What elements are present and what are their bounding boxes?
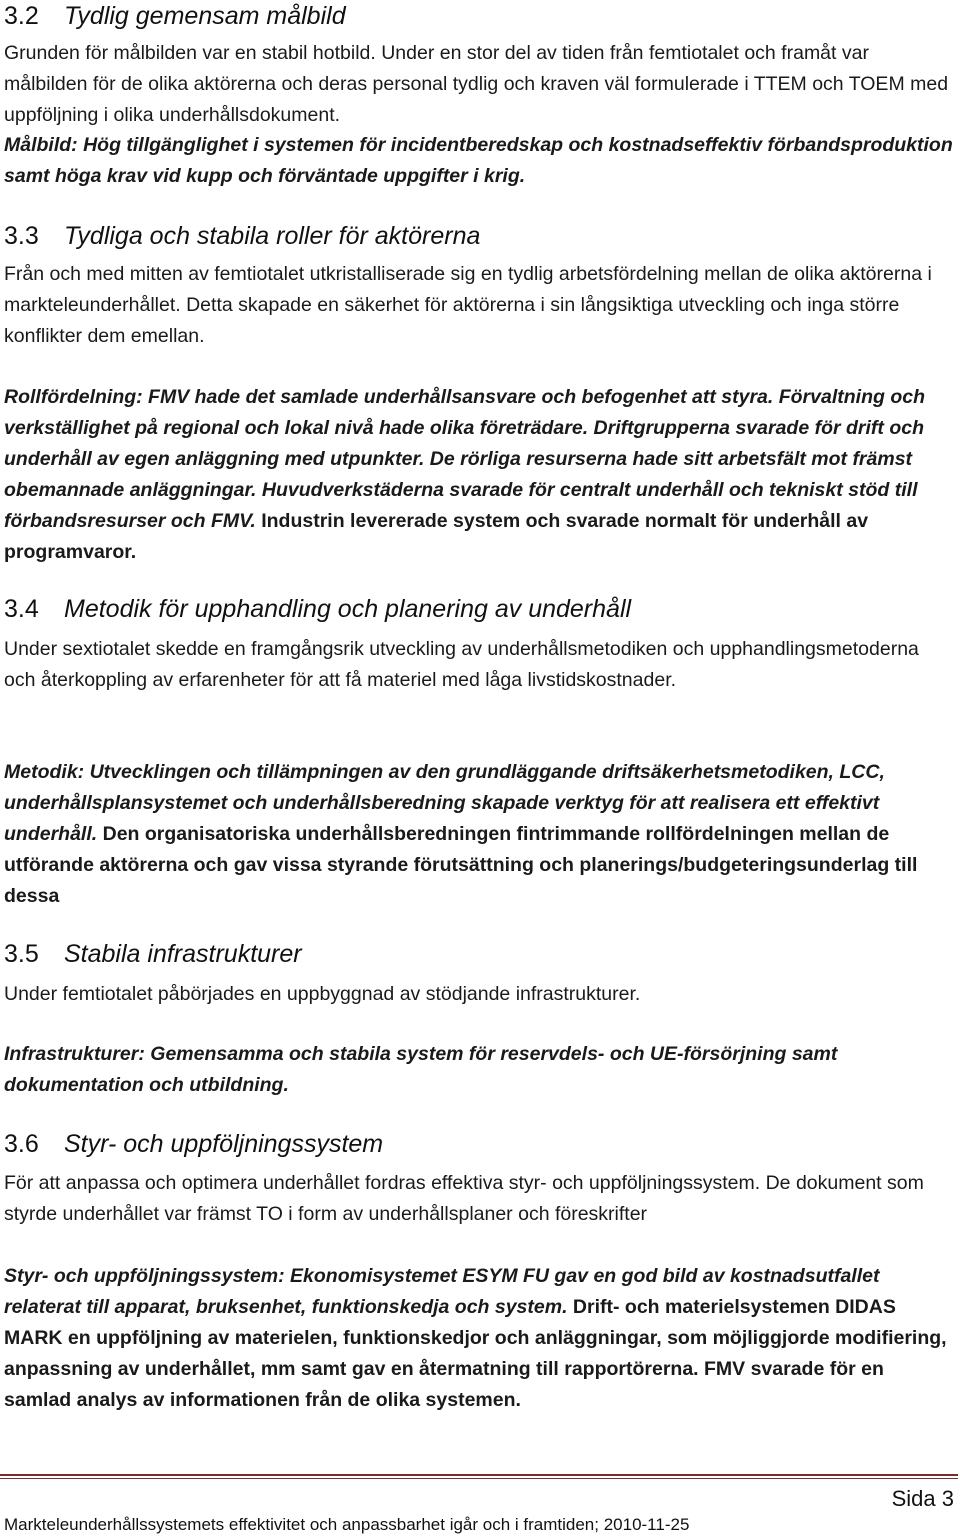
method-bold-text: Den organisatoriska underhållsberedningen fintrimmande rollfördelningen mellan de utförande aktörerna och gav vissa styrande förutsättning och planerings/budgeteringsunderlag till dessa	[4, 823, 918, 907]
paragraph-3-5-infra: Infrastrukturer: Gemensamma och stabila system för reservdels- och UE-försörjning samt dokumentation och utbildning.	[4, 1043, 838, 1096]
page-number: Sida 3	[891, 1486, 954, 1511]
roles-italic-text: Rollfördelning: FMV hade det samlade underhållsansvare och befogenhet att styra. Förvaltning och verkställighet på regional och lokal nivå hade olika företrädare. Driftgrupperna svarade för drift och underhåll av egen anläggning med utpunkter. De rörliga resurserna hade sitt arbetsfält mot främst obemannade anläggningar. Huvudverkstäderna svarade för centralt underhåll och tekniskt stöd till förbandsresurser och FMV.	[4, 386, 925, 532]
systems-italic-text: Styr- och uppföljningssystem: Ekonomisystemet ESYM FU gav en god bild av kostnadsutfallet relaterat till apparat, bruksenhet, funktionskedja och system.	[4, 1265, 880, 1318]
systems-bold-text: Drift- och materielsystemen DIDAS MARK en uppföljning av materielen, funktionskedjor och anläggningar, som möjliggjorde modifiering, anpassning av underhållet, mm samt gav en återmatning till rapportörerna. FMV svarade för en samlad analys av informationen från de olika systemen.	[4, 1296, 947, 1411]
heading-title: Stabila infrastrukturer	[64, 940, 302, 968]
heading-title: Styr- och uppföljningssystem	[64, 1130, 384, 1158]
heading-title: Tydlig gemensam målbild	[64, 2, 346, 30]
paragraph-3-3-roles	[4, 382, 954, 568]
roles-bold-text: Industrin levererade system och svarade normalt för underhåll av programvaror.	[4, 510, 869, 563]
footer-text: Markteleunderhållssystemets effektivitet och anpassbarhet igår och i framtiden; 2010-11-25	[4, 1515, 690, 1534]
paragraph-3-2-body: Grunden för målbilden var en stabil hotbild. Under en stor del av tiden från femtiotalet och framåt var målbilden för de olika aktörerna och deras personal tydlig och kraven väl formulerade i TTEM och TOEM med uppföljning i olika underhållsdokument.	[4, 42, 949, 126]
paragraph-3-5-body: Under femtiotalet påbörjades en uppbyggnad av stödjande infrastrukturer.	[4, 983, 641, 1005]
heading-3-2	[4, 0, 346, 32]
heading-title: Metodik för upphandling och planering av underhåll	[64, 595, 632, 623]
heading-3-5	[4, 938, 302, 970]
heading-number: 3.5	[4, 940, 39, 968]
heading-3-6	[4, 1128, 383, 1160]
heading-number: 3.2	[4, 2, 39, 30]
heading-number: 3.3	[4, 222, 39, 250]
paragraph-3-6-systems	[4, 1261, 954, 1416]
heading-3-3	[4, 220, 480, 252]
paragraph-3-4-method	[4, 757, 954, 912]
heading-title: Tydliga och stabila roller för aktörerna	[64, 222, 481, 250]
paragraph-3-4-body: Under sextiotalet skedde en framgångsrik utveckling av underhållsmetodiken och upphandlingsmetoderna och återkoppling av erfarenheter för att få materiel med låga livstidskostnader.	[4, 638, 919, 691]
paragraph-3-2-goal: Målbild: Hög tillgänglighet i systemen för incidentberedskap och kostnadseffektiv förbandsproduktion samt höga krav vid kupp och förväntade uppgifter i krig.	[4, 134, 953, 187]
footer-rule-thin	[0, 1478, 958, 1479]
method-italic-text: Metodik: Utvecklingen och tillämpningen av den grundläggande driftsäkerhetsmetodiken, LCC, underhållsplansystemet och underhållsberedning skapade verktyg för att realisera ett effektivt underhåll.	[4, 761, 885, 845]
heading-3-4	[4, 593, 631, 625]
footer-rule	[0, 1474, 958, 1476]
paragraph-3-3-body: Från och med mitten av femtiotalet utkristalliserade sig en tydlig arbetsfördelning mellan de olika aktörerna i markteleunderhållet. Detta skapade en säkerhet för aktörerna i sin långsiktiga utveckling och inga större konflikter dem emellan.	[4, 263, 932, 347]
heading-number: 3.6	[4, 1130, 39, 1158]
paragraph-3-6-body: För att anpassa och optimera underhållet fordras effektiva styr- och uppföljningssystem. De dokument som styrde underhållet var främst TO i form av underhållsplaner och föreskrifter	[4, 1172, 924, 1225]
heading-number: 3.4	[4, 595, 39, 623]
